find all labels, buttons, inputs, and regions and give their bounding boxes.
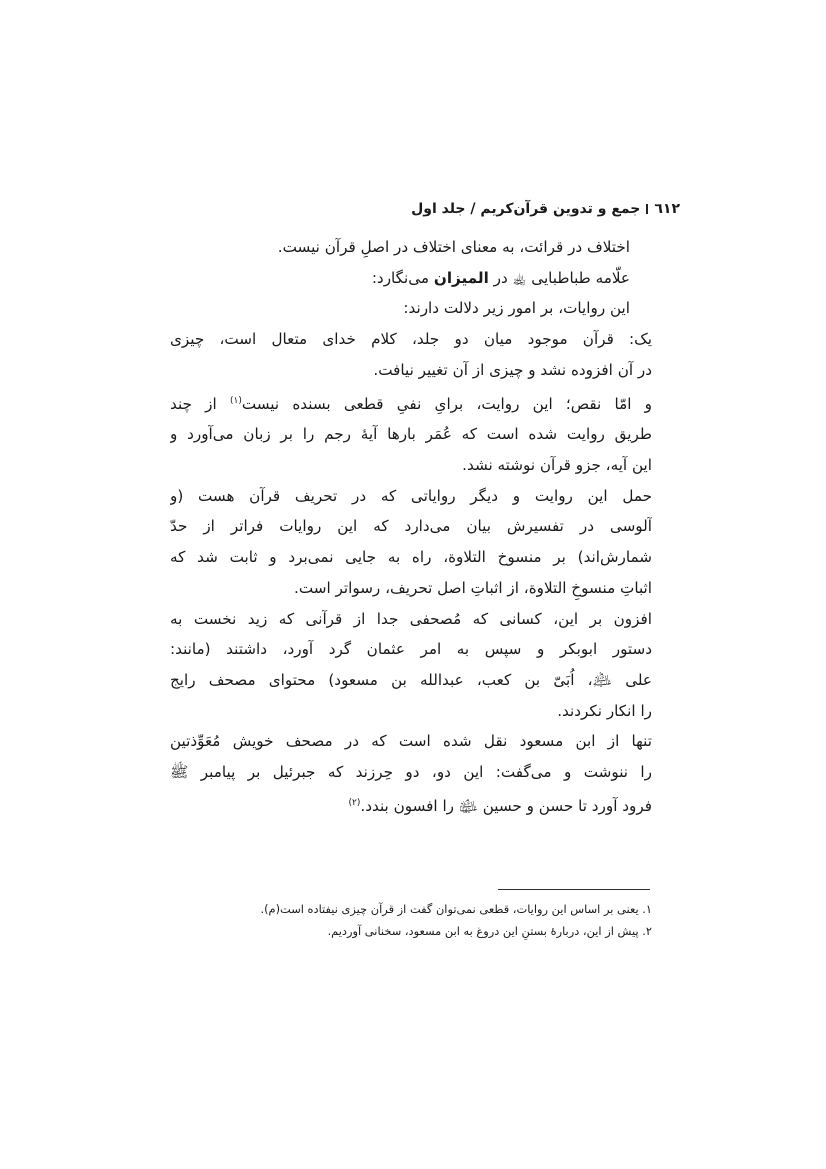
running-header [411,196,680,222]
footnotes [230,898,652,942]
paragraph-line: را ننوشت و می‌گفت: این دو، دو حِرزند که جبرئیل بر پیامبر ﷺ [170,763,652,782]
paragraph-line: این آیه، جزو قرآن نوشته نشد. [462,455,652,474]
paragraph-line: تنها از ابن مسعود نقل شده است که در مصحف خویش مُعَوِّذتین [170,732,652,751]
paragraph-line: طریق روایت شده است که عُمَر بارها آیهٔ رجم را بر زبان می‌آورد و [170,425,652,444]
paragraph-line: فرود آورد تا حسن و حسین ﵉ را افسون بندد.$^{(۲)}$ [348,796,652,815]
footnote-2: ۲. پیش از این، دربارهٔ بستنِ این دروغ به ابن مسعود، سخنانی آوردیم. [327,924,652,938]
paragraph-line: اختلاف در قرائت، به معنای اختلاف در اصلِ قرآن نیست. [277,238,630,256]
footnote-separator [498,889,650,890]
paragraph-line: یک: قرآن موجود میان دو جلد، کلام خدای متعال است، چیزی [170,330,652,349]
paragraph-line: آلوسی در تفسیرش بیان می‌دارد که این روایات فراتر از حدّ [170,517,652,536]
main-text [170,232,652,821]
paragraph-line: و امّا نقص؛ این روایت، برایِ نفیِ قطعی بسنده نیست$^{(۱)}$ از چند [170,394,652,413]
paragraph-line: علّامه طباطبایی ﵀ در المیزان می‌نگارد: [371,268,630,287]
book-name-almizan: المیزان [433,268,489,287]
paragraph-line: افزون بر این، کسانی که مُصحفی جدا از قرآنی که زید نخست به [170,609,652,628]
paragraph-line: در آن افزوده نشد و چیزی از آن تغییر نیافت. [373,360,652,379]
book-title: جمع و تدوین قرآن‌کریم / جلد اول [411,201,641,217]
footnote-ref-2: (۲) [348,797,361,808]
paragraph-line: اثباتِ منسوخِ التلاوة، از اثباتِ اصل تحریف، رسواتر است. [294,578,652,597]
paragraph-line: شمارش‌اند) بر منسوخ التلاوة، راه به جایی نمی‌برد و ثابت شد که [170,548,652,567]
footnote-1: ۱. یعنی بر اساس این روایات، قطعی نمی‌توان گفت از قرآن چیزی نیفتاده است(م). [260,902,652,916]
paragraph-line: این روایات، بر امور زیر دلالت دارند: [403,299,630,318]
paragraph-line: حمل این روایت و دیگر روایاتی که در تحریف قرآن هست (و [170,486,652,505]
footnote-ref-1: (۱) [229,395,242,406]
square-icon [646,204,648,214]
paragraph-line: دستور ابوبکر و سپس به امر عثمان گرد آورد، داشتند (مانند: [170,640,652,659]
paragraph-line: را انکار نکردند. [557,701,652,720]
page-number: ٦١٢ [654,201,680,217]
paragraph-line: علی ﵇، اُبَیّ بن کعب، عبدالله بن مسعود) محتوای مصحف رایج [170,670,652,689]
